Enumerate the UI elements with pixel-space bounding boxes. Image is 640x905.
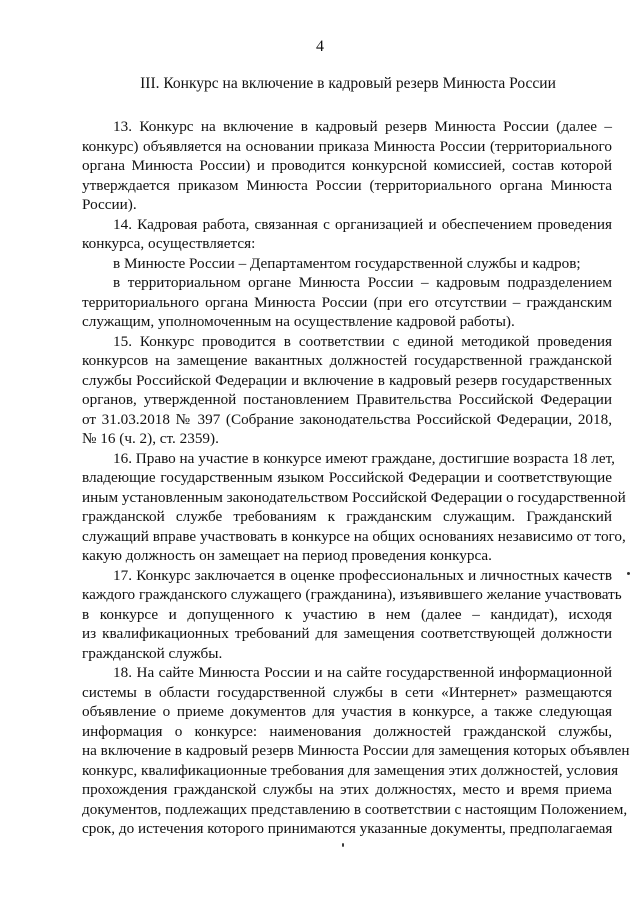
text-line: конкурса, осуществляется:	[82, 235, 256, 252]
text-line: служащий вправе участвовать в конкурсе на общих основаниях независимо от того,	[82, 527, 626, 545]
text-line: каждого гражданского служащего (гражданина), изъявившего желание участвовать	[82, 586, 622, 603]
text-line: владеющие государственным языком Российской Федерации и соответствующие	[82, 469, 612, 486]
text-line: служащим, уполномоченным на осуществление кадровой работы).	[82, 313, 515, 330]
text-line: системы в области государственной службы в сети «Интернет» размещаются	[82, 683, 612, 701]
page-number: 4	[316, 38, 324, 55]
text-line: на включение в кадровый резерв Минюста России для замещения которых объявлен	[82, 742, 630, 759]
text-line: конкурс, квалификационные требования для замещения этих должностей, условия	[82, 761, 619, 779]
text-line: прохождения гражданской службы на этих должностях, место и время приема	[82, 781, 612, 798]
text-line: в Минюсте России – Департаментом государственной службы и кадров;	[113, 254, 581, 272]
text-line: 18. На сайте Минюста России и на сайте государственной информационной	[113, 664, 612, 681]
text-line: территориального органа Минюста России (при его отсутствии – гражданским	[82, 293, 612, 311]
text-line: иным установленным законодательством Российской Федерации о государственной	[82, 488, 626, 506]
text-line: от 31.03.2018 № 397 (Собрание законодательства Российской Федерации, 2018,	[82, 410, 612, 428]
paragraph	[82, 449, 626, 566]
text-line: органов, утвержденной постановлением Правительства Российской Федерации	[82, 391, 612, 408]
text-line: конкурс) объявляется на основании приказа Минюста России (территориального	[82, 137, 612, 155]
text-line: объявление о приеме документов для участия в конкурсе, а также следующая	[82, 703, 612, 720]
text-line: гражданской службы.	[82, 644, 223, 662]
paragraph	[82, 273, 612, 332]
text-line: конкурсов на замещение вакантных должностей государственной гражданской	[82, 352, 612, 369]
document-body	[82, 117, 630, 839]
paragraph	[82, 254, 612, 274]
text-line: органа Минюста России) и проводится конкурсной комиссией, состав которой	[82, 157, 612, 174]
text-line: утверждается приказом Минюста России (территориального органа Минюста	[82, 176, 612, 194]
paragraph	[82, 117, 612, 215]
text-line: 16. Право на участие в конкурсе имеют граждане, достигшие возраста 18 лет,	[113, 449, 615, 467]
text-line: в конкурсе и допущенного к участию в нем (далее – кандидат), исходя	[82, 605, 612, 623]
text-line: срок, до истечения которого принимаются указанные документы, предполагаемая	[82, 820, 613, 837]
text-line: информация о конкурсе: наименования должностей гражданской службы,	[82, 722, 612, 740]
text-line: гражданской службе требованиям к гражданским служащим. Гражданский	[82, 508, 612, 525]
paragraph	[82, 332, 612, 449]
text-line: 15. Конкурс проводится в соответствии с единой методикой проведения	[113, 332, 612, 350]
section-title: III. Конкурс на включение в кадровый резерв Минюста России	[140, 75, 556, 92]
scan-speck	[342, 843, 344, 847]
text-line: № 16 (ч. 2), ст. 2359).	[82, 430, 219, 447]
text-line: в территориальном органе Минюста России – кадровым подразделением	[113, 274, 612, 291]
scan-speck	[627, 572, 630, 575]
text-line: 17. Конкурс заключается в оценке профессиональных и личностных качеств	[113, 566, 612, 584]
text-line: какую должность он замещает на период проведения конкурса.	[82, 547, 492, 564]
paragraph	[82, 215, 612, 254]
text-line: службы Российской Федерации и включение в кадровый резерв государственных	[82, 371, 612, 389]
paragraph	[82, 566, 622, 664]
text-line: 13. Конкурс на включение в кадровый резерв Минюста России (далее –	[113, 118, 612, 135]
paragraph	[82, 663, 630, 839]
text-line: 14. Кадровая работа, связанная с организацией и обеспечением проведения	[113, 215, 612, 233]
text-line: из квалификационных требований для замещения соответствующей должности	[82, 625, 612, 642]
text-line: России).	[82, 196, 137, 213]
text-line: документов, подлежащих представлению в соответствии с настоящим Положением,	[82, 800, 628, 818]
